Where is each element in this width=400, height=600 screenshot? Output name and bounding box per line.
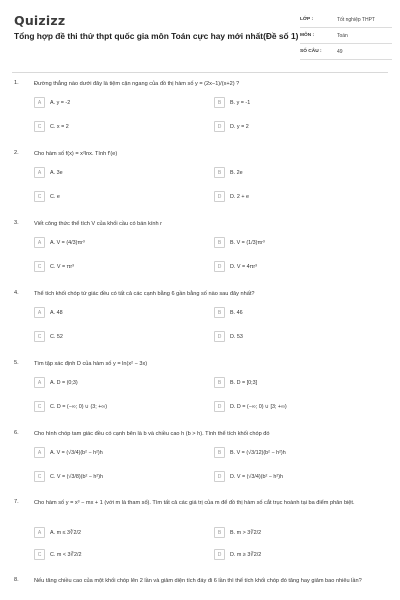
worksheet-title: Tổng hợp đề thi thử thpt quốc gia môn Toán cực hay mới nhất(Đề số 1)	[14, 31, 299, 41]
option-c[interactable]	[34, 549, 81, 560]
option-letter-box: A	[34, 237, 45, 248]
question-number: 6.	[14, 430, 19, 436]
question-number: 4.	[14, 290, 19, 296]
option-d[interactable]	[214, 471, 283, 482]
question-number: 3.	[14, 220, 19, 226]
option-letter-box: B	[214, 167, 225, 178]
meta-row-subject	[300, 28, 392, 44]
option-b[interactable]	[214, 167, 243, 178]
question-number: 7.	[14, 499, 19, 505]
option-text: D. 2 + e	[230, 193, 250, 200]
option-b[interactable]	[214, 97, 250, 108]
meta-row-question-count	[300, 44, 392, 60]
option-b[interactable]	[214, 307, 243, 318]
option-letter-box: D	[214, 331, 225, 342]
option-text: D. D = (−∞; 0) ∪ [3; +∞)	[230, 403, 287, 410]
question-text: Nếu tăng chiều cao của một khối chóp lên 2 lần và giảm diện tích đáy đi 6 lần thì thể tích khối chóp đó tăng hay giảm bao nhiêu lần?	[34, 578, 362, 584]
option-letter-box: A	[34, 377, 45, 388]
option-c[interactable]	[34, 471, 103, 482]
question-text: Viết công thức thể tích V của khối cầu có bán kính r	[34, 221, 163, 227]
option-letter-box: B	[214, 307, 225, 318]
question-text: Tìm tập xác định D của hàm số y = ln(x² − 3x)	[34, 361, 148, 367]
option-letter-box: D	[214, 261, 225, 272]
option-letter-box: B	[214, 97, 225, 108]
question-number: 5.	[14, 360, 19, 366]
option-letter-box: D	[214, 401, 225, 412]
option-text: B. V = (1/3)πr³	[230, 239, 265, 246]
question-number: 2.	[14, 150, 19, 156]
meta-key: LỚP :	[300, 17, 314, 22]
option-text: A. V = (4/3)πr³	[50, 239, 85, 246]
option-d[interactable]	[214, 331, 243, 342]
header-divider	[12, 72, 388, 73]
question-text: Cho hàm số y = x³ − mx + 1 (với m là tham số). Tìm tất cả các giá trị của m để đồ thị hàm số cắt trục hoành tại ba điểm phân biệt.	[34, 500, 355, 506]
option-text: B. 46	[230, 309, 243, 316]
option-text: A. 48	[50, 309, 63, 316]
option-c[interactable]	[34, 191, 60, 202]
option-text: A. m ≤ 3∛2/2	[50, 529, 81, 536]
option-letter-box: D	[214, 191, 225, 202]
option-c[interactable]	[34, 261, 74, 272]
meta-value: Toán	[337, 32, 348, 39]
question-number: 8.	[14, 577, 19, 583]
option-text: C. m < 3∛2/2	[50, 551, 82, 558]
option-letter-box: B	[214, 237, 225, 248]
option-a[interactable]	[34, 377, 78, 388]
option-letter-box: C	[34, 121, 45, 132]
option-text: C. D = (−∞; 0) ∪ (3; +∞)	[50, 403, 108, 410]
option-b[interactable]	[214, 447, 286, 458]
question-text: Đường thẳng nào dưới đây là tiệm cận ngang của đồ thị hàm số y = (2x−1)/(x+2) ?	[34, 81, 240, 87]
option-b[interactable]	[214, 237, 265, 248]
option-letter-box: D	[214, 549, 225, 560]
option-d[interactable]	[214, 549, 261, 560]
option-text: D. m ≥ 3∛2/2	[230, 551, 262, 558]
option-letter-box: C	[34, 191, 45, 202]
option-letter-box: A	[34, 447, 45, 458]
option-text: C. 52	[50, 333, 63, 340]
question-number: 1.	[14, 80, 19, 86]
option-letter-box: A	[34, 527, 45, 538]
option-text: A. D = (0;3)	[50, 379, 78, 386]
meta-key: MÔN :	[300, 33, 315, 38]
option-letter-box: C	[34, 331, 45, 342]
quizizz-logo: Quizizz	[14, 13, 66, 28]
option-d[interactable]	[214, 261, 257, 272]
option-text: B. 2e	[230, 169, 243, 176]
option-text: C. V = (√3/8)(b² − h²)h	[50, 473, 103, 480]
option-letter-box: D	[214, 121, 225, 132]
option-letter-box: B	[214, 377, 225, 388]
meta-key: SỐ CÂU :	[300, 49, 322, 54]
question-text: Cho hình chóp tam giác đều có cạnh bên là b và chiều cao h (b > h). Tính thể tích khối chóp đó	[34, 431, 270, 437]
option-letter-box: A	[34, 167, 45, 178]
option-text: B. V = (√3/12)(b² − h²)h	[230, 449, 286, 456]
option-d[interactable]	[214, 191, 249, 202]
option-letter-box: B	[214, 447, 225, 458]
option-text: A. V = (√3/4)(b² − h²)h	[50, 449, 103, 456]
option-b[interactable]	[214, 377, 257, 388]
option-letter-box: B	[214, 527, 225, 538]
option-text: A. 3e	[50, 169, 63, 176]
option-b[interactable]	[214, 527, 261, 538]
option-d[interactable]	[214, 401, 287, 412]
option-a[interactable]	[34, 97, 70, 108]
option-text: D. V = (√3/4)(b² − h²)h	[230, 473, 283, 480]
option-text: B. D = [0;3]	[230, 379, 258, 386]
worksheet-header	[0, 0, 400, 64]
option-letter-box: A	[34, 307, 45, 318]
meta-value: 49	[337, 48, 343, 55]
option-text: A. y = -2	[50, 99, 71, 106]
option-letter-box: C	[34, 471, 45, 482]
meta-row-class	[300, 12, 392, 28]
option-a[interactable]	[34, 447, 103, 458]
option-letter-box: D	[214, 471, 225, 482]
option-text: D. 53	[230, 333, 243, 340]
option-text: D. V = 4πr³	[230, 263, 257, 270]
option-c[interactable]	[34, 121, 69, 132]
option-text: C. V = πr³	[50, 263, 74, 270]
option-letter-box: C	[34, 549, 45, 560]
option-c[interactable]	[34, 401, 107, 412]
option-text: C. x = 2	[50, 123, 69, 130]
option-text: C. e	[50, 193, 60, 200]
worksheet-meta-table	[300, 12, 392, 60]
option-letter-box: A	[34, 97, 45, 108]
option-c[interactable]	[34, 331, 63, 342]
option-text: B. y = -1	[230, 99, 251, 106]
question-text: Cho hàm số f(x) = x²lnx. Tính f'(e)	[34, 151, 118, 157]
option-a[interactable]	[34, 237, 85, 248]
option-text: D. y = 2	[230, 123, 249, 130]
meta-value: Tốt nghiệp THPT	[337, 16, 375, 23]
option-a[interactable]	[34, 307, 63, 318]
option-a[interactable]	[34, 167, 63, 178]
option-letter-box: C	[34, 401, 45, 412]
option-a[interactable]	[34, 527, 81, 538]
question-text: Thể tích khối chóp tứ giác đều có tất cả các cạnh bằng 6 gần bằng số nào sau đây nhất?	[34, 291, 255, 297]
option-letter-box: C	[34, 261, 45, 272]
option-d[interactable]	[214, 121, 249, 132]
option-text: B. m > 3∛2/2	[230, 529, 262, 536]
